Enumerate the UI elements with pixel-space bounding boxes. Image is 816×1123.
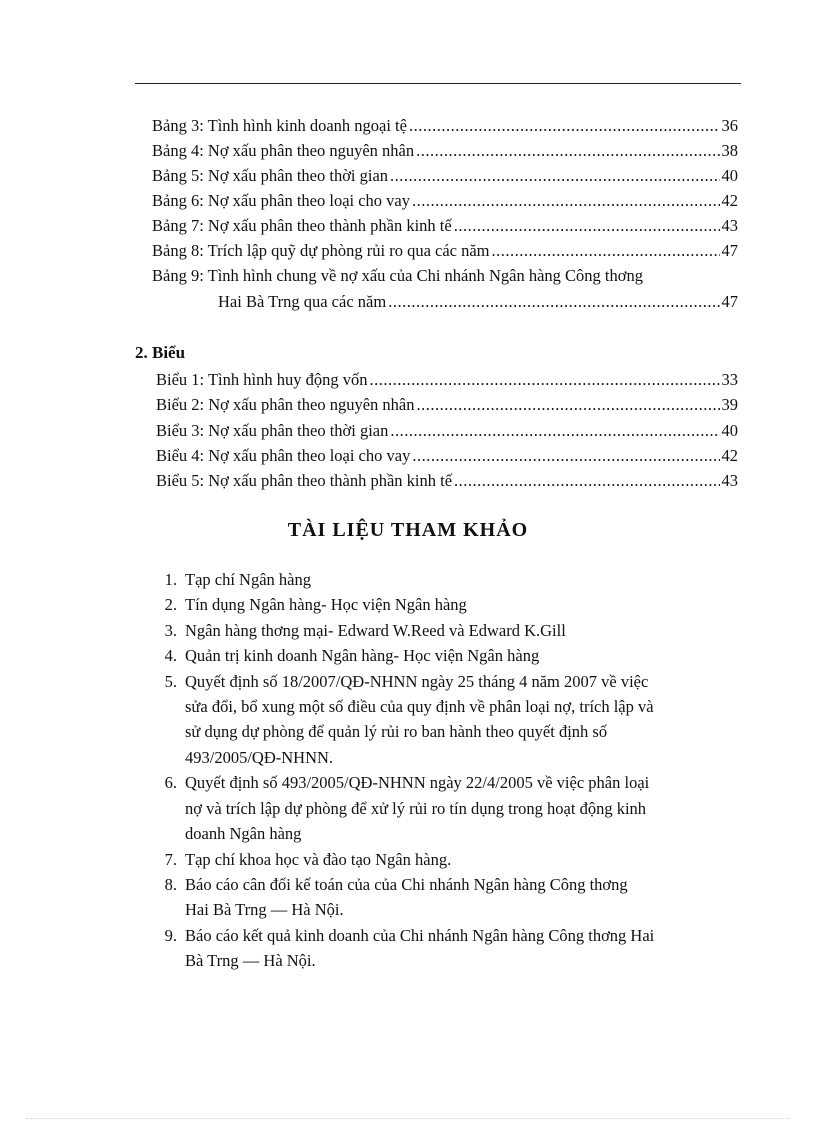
- toc-entry-chart-2: [156, 395, 738, 415]
- reference-text: doanh Ngân hàng: [185, 824, 302, 843]
- toc-entry-page: 43: [721, 471, 738, 490]
- toc-entry-page: 40: [721, 166, 738, 185]
- dot-leader: [454, 216, 720, 236]
- toc-entry-page: 33: [721, 370, 738, 389]
- footer-dotted-rule: [26, 1118, 790, 1119]
- reference-number: 7.: [164, 850, 177, 869]
- toc-entry-page: 42: [721, 446, 738, 465]
- toc-entry-table-7: [152, 216, 738, 236]
- reference-number: 4.: [164, 646, 177, 665]
- toc-entry-table-6: [152, 191, 738, 211]
- toc-entry-page: 40: [721, 421, 738, 440]
- toc-entry-page: 36: [721, 116, 738, 135]
- dot-leader: [412, 446, 719, 466]
- toc-entry-table-8: [152, 241, 738, 261]
- dot-leader: [388, 292, 719, 312]
- reference-text: Báo cáo cân đối kế toán của của Chi nhánh Ngân hàng Công thơng: [185, 875, 628, 894]
- toc-entry-label: Bảng 3: Tình hình kinh doanh ngoại tệ: [152, 116, 407, 135]
- toc-entry-chart-3: [156, 421, 738, 441]
- toc-entry-label: Biểu 4: Nợ xấu phân theo loại cho vay: [156, 446, 411, 465]
- toc-entry-page: 39: [721, 395, 738, 414]
- dot-leader: [390, 166, 719, 186]
- reference-text: Tạp chí khoa học và đào tạo Ngân hàng.: [185, 850, 452, 869]
- section-heading-charts: 2. Biểu: [135, 343, 186, 362]
- toc-entry-label: Biểu 1: Tình hình huy động vốn: [156, 370, 368, 389]
- dot-leader: [369, 370, 719, 390]
- dot-leader: [416, 141, 719, 161]
- reference-text: Ngân hàng thơng mại- Edward W.Reed và Edward K.Gill: [185, 621, 566, 640]
- toc-entry-label: Bảng 4: Nợ xấu phân theo nguyên nhân: [152, 141, 415, 160]
- toc-entry-label: Biểu 2: Nợ xấu phân theo nguyên nhân: [156, 395, 415, 414]
- toc-entry-page: 47: [721, 241, 738, 260]
- reference-number: 5.: [164, 672, 177, 691]
- reference-text: 493/2005/QĐ-NHNN.: [185, 748, 334, 767]
- dot-leader: [409, 116, 720, 136]
- dot-leader: [390, 421, 719, 441]
- reference-text: Tín dụng Ngân hàng- Học viện Ngân hàng: [185, 595, 467, 614]
- reference-text: nợ và trích lập dự phòng để xử lý rủi ro tín dụng trong hoạt động kinh: [185, 799, 647, 818]
- toc-entry-chart-1: [156, 370, 738, 390]
- toc-entry-table-9-line2: [218, 292, 738, 312]
- toc-entry-label: Bảng 7: Nợ xấu phân theo thành phần kinh tế: [152, 216, 452, 235]
- reference-text: Quản trị kinh doanh Ngân hàng- Học viện Ngân hàng: [185, 646, 540, 665]
- references-title: TÀI LIỆU THAM KHẢO: [287, 519, 529, 541]
- dot-leader: [412, 191, 720, 211]
- reference-text: sử dụng dự phòng để quản lý rủi ro ban hành theo quyết định số: [185, 722, 608, 741]
- header-rule: [135, 83, 741, 84]
- toc-entry-label: Biểu 5: Nợ xấu phân theo thành phần kinh tế: [156, 471, 453, 490]
- toc-entry-chart-4: [156, 446, 738, 466]
- reference-number: 9.: [164, 926, 177, 945]
- toc-entry-page: 38: [721, 141, 738, 160]
- reference-text: Bà Trng — Hà Nội.: [185, 951, 316, 970]
- reference-number: 6.: [164, 773, 177, 792]
- reference-number: 1.: [164, 570, 177, 589]
- reference-text: Quyết định số 493/2005/QĐ-NHNN ngày 22/4/2005 về việc phân loại: [185, 773, 650, 792]
- toc-entry-page: 47: [721, 292, 738, 311]
- toc-entry-label: Bảng 8: Trích lập quỹ dự phòng rủi ro qua các năm: [152, 241, 490, 260]
- toc-entry-table-5: [152, 166, 738, 186]
- toc-entry-chart-5: [156, 471, 738, 491]
- reference-text: sửa đổi, bổ xung một số điều của quy định về phân loại nợ, trích lập và: [185, 697, 654, 716]
- dot-leader: [416, 395, 719, 415]
- toc-entry-table-4: [152, 141, 738, 161]
- toc-entry-label: Bảng 6: Nợ xấu phân theo loại cho vay: [152, 191, 410, 210]
- dot-leader: [492, 241, 720, 261]
- reference-text: Quyết định số 18/2007/QĐ-NHNN ngày 25 tháng 4 năm 2007 về việc: [185, 672, 649, 691]
- toc-entry-page: 42: [721, 191, 738, 210]
- toc-entry-page: 43: [721, 216, 738, 235]
- reference-number: 8.: [164, 875, 177, 894]
- toc-entry-table-3: [152, 116, 738, 136]
- toc-entry-label: Bảng 5: Nợ xấu phân theo thời gian: [152, 166, 389, 185]
- toc-entry-label: Biểu 3: Nợ xấu phân theo thời gian: [156, 421, 389, 440]
- reference-number: 3.: [164, 621, 177, 640]
- reference-number: 2.: [164, 595, 177, 614]
- reference-text: Hai Bà Trng — Hà Nội.: [185, 900, 344, 919]
- reference-text: Tạp chí Ngân hàng: [185, 570, 311, 589]
- toc-entry-label: Hai Bà Trng qua các năm: [218, 292, 387, 311]
- dot-leader: [454, 471, 719, 491]
- reference-text: Báo cáo kết quả kinh doanh của Chi nhánh Ngân hàng Công thơng Hai: [185, 926, 655, 945]
- toc-entry-table-9-line1: Bảng 9: Tình hình chung về nợ xấu của Chi nhánh Ngân hàng Công thơng: [152, 266, 643, 285]
